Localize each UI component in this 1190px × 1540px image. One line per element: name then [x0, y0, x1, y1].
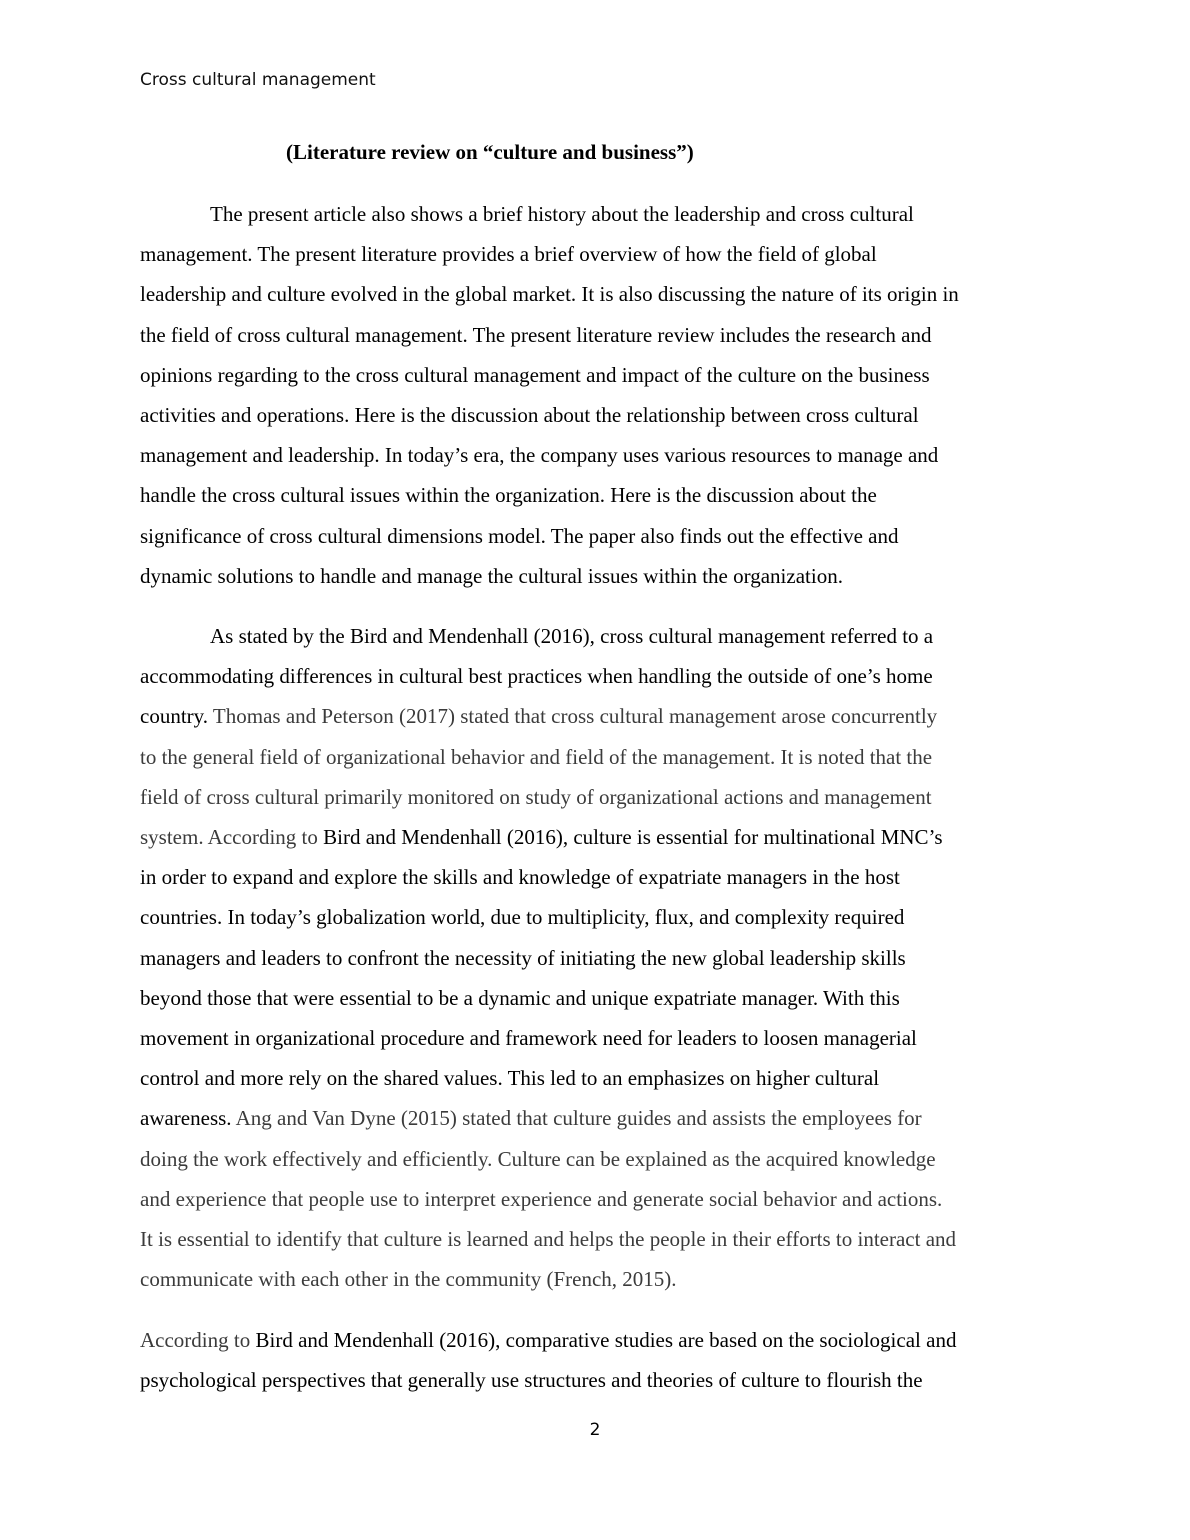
paragraph-line [140, 1139, 1065, 1179]
paragraph-line: As stated by the Bird and Mendenhall (2016), cross cultural management referred to a [210, 624, 934, 648]
paragraph-line: dynamic solutions to handle and manage the cultural issues within the organization. [140, 563, 843, 588]
paragraph-line: countries. In today’s globalization world, due to multiplicity, flux, and complexity required [140, 905, 905, 930]
paragraph-3 [140, 1320, 1065, 1400]
paragraph-line: and experience that people use to interpret experience and generate social behavior and actions. [140, 1186, 943, 1211]
text-run: Culture can be explained as the acquired knowledge [492, 1146, 936, 1171]
page-number: 2 [589, 1420, 601, 1440]
paragraph-line [140, 696, 1065, 736]
paragraph-line: management and leadership. In today’s era, the company uses various resources to manage and [140, 443, 939, 468]
paragraph-line: It is essential to identify that culture is learned and helps the people in their efforts to interact and [140, 1227, 957, 1252]
running-header: Cross cultural management [140, 70, 376, 90]
text-run: Thomas and Peterson (2017) stated that cross cultural management arose concurrently [208, 704, 938, 729]
text-run: Bird and Mendenhall (2016), comparative studies are based on the sociological and [255, 1328, 957, 1352]
paragraph-line: the field of cross cultural management. The present literature review includes the research and [140, 322, 932, 347]
paragraph-line: activities and operations. Here is the discussion about the relationship between cross cultural [140, 403, 919, 428]
paragraph-line: to the general field of organizational behavior and field of the management. It is noted that the [140, 744, 933, 769]
paragraph-line: leadership and culture evolved in the global market. It is also discussing the nature of its origin in [140, 282, 959, 307]
text-run: country. [140, 704, 209, 729]
section-title: (Literature review on “culture and business”) [286, 140, 694, 164]
paragraph-line: communicate with each other in the community (French, 2015). [140, 1267, 677, 1292]
paragraph-line: beyond those that were essential to be a dynamic and unique expatriate manager. With this [140, 985, 900, 1010]
paragraph-line: movement in organizational procedure and framework need for leaders to loosen managerial [140, 1026, 917, 1051]
text-run: awareness. [140, 1106, 232, 1131]
text-run: doing the work effectively and efficiently. [140, 1146, 493, 1171]
text-run: Bird and Mendenhall (2016), culture is essential for multinational MNC’s [323, 825, 943, 850]
paragraph-line: control and more rely on the shared values. This led to an emphasizes on higher cultural [140, 1066, 880, 1091]
paragraph-line: accommodating differences in cultural best practices when handling the outside of one’s home [140, 664, 933, 689]
paragraph-line: field of cross cultural primarily monitored on study of organizational actions and management [140, 784, 932, 809]
paragraph-line: managers and leaders to confront the necessity of initiating the new global leadership skills [140, 945, 906, 970]
paragraph-line: management. The present literature provides a brief overview of how the field of global [140, 242, 877, 267]
paragraph-line: The present article also shows a brief history about the leadership and cross cultural [210, 202, 914, 226]
paragraph-line: significance of cross cultural dimensions model. The paper also finds out the effective and [140, 523, 899, 548]
paragraph-line: in order to expand and explore the skills and knowledge of expatriate managers in the host [140, 865, 900, 890]
text-run: Ang and Van Dyne (2015) stated that culture guides and assists the employees for [231, 1106, 922, 1131]
paragraph-line [140, 817, 1065, 857]
text-run: According to [140, 1328, 256, 1352]
paragraph-line: opinions regarding to the cross cultural management and impact of the culture on the business [140, 362, 930, 387]
paragraph-line [140, 1098, 1065, 1138]
paragraph-2 [140, 616, 1065, 1299]
paragraph-1 [140, 194, 1065, 596]
paragraph-line: psychological perspectives that generally use structures and theories of culture to flourish the [140, 1368, 923, 1393]
paragraph-line: handle the cross cultural issues within the organization. Here is the discussion about the [140, 483, 877, 508]
paragraph-line [140, 1320, 1065, 1360]
text-run: system. According to [140, 825, 324, 850]
